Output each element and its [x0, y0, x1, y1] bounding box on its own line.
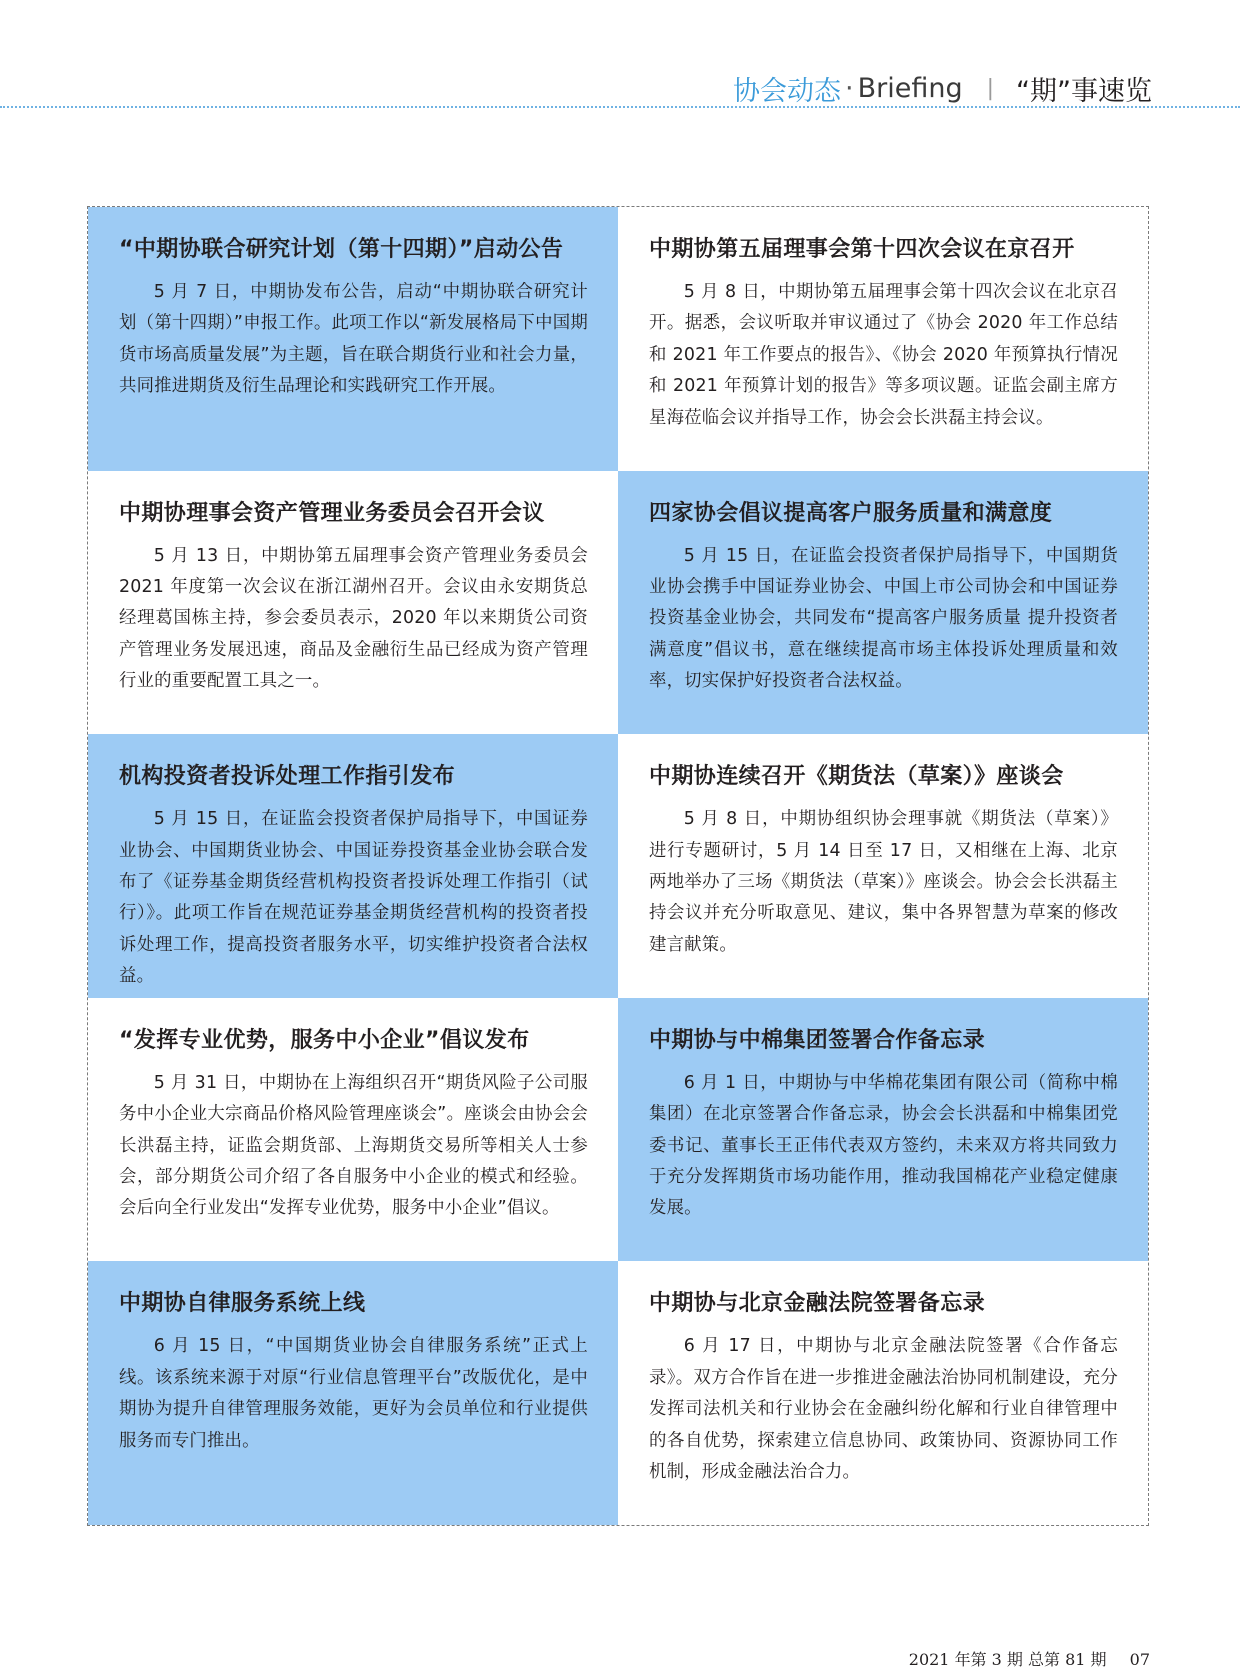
page-footer — [909, 1647, 1150, 1670]
news-card — [88, 207, 618, 471]
news-title: 中期协自律服务系统上线 — [119, 1291, 366, 1317]
header-separator: | — [986, 75, 995, 101]
issue-info: 2021 年第 3 期 总第 81 期 — [908, 1650, 1107, 1669]
news-card — [88, 1261, 618, 1525]
news-card — [618, 734, 1148, 998]
news-title: “发挥专业优势，服务中小企业”倡议发布 — [119, 1027, 530, 1053]
news-body: 6 月 1 日，中期协与中华棉花集团有限公司（简称中棉集团）在北京签署合作备忘录，协会会长洪磊和中棉集团党委书记、董事长王正伟代表双方签约，未来双方将共同致力于充分发挥期货市场功能作用，推动我国棉花产业稳定健康发展。 — [649, 1072, 1118, 1219]
news-title: 中期协与北京金融法院签署备忘录 — [649, 1291, 986, 1317]
news-title: 中期协第五届理事会第十四次会议在京召开 — [649, 237, 1075, 262]
news-body: 5 月 15 日，在证监会投资者保护局指导下，中国证券业协会、中国期货业协会、中国证券投资基金业协会联合发布了《证券基金期货经营机构投资者投诉处理工作指引（试行）》。此项工作旨在规范证券基金期货经营机构的投资者投诉处理工作，提高投资者服务水平，切实维护投资者合法权益。 — [119, 809, 588, 987]
news-body: 5 月 8 日，中期协第五届理事会第十四次会议在北京召开。据悉，会议听取并审议通过了《协会 2020 年工作总结和 2021 年工作要点的报告》、《协会 2020 年预算执行情况和 2021 年预算计划的报告》等多项议题。证监会副主席方星海莅临会议并指导工作，协会会长洪磊主持会议。 — [649, 282, 1118, 428]
news-card — [618, 1261, 1148, 1525]
news-card — [618, 471, 1148, 735]
news-body: 6 月 15 日，“中国期货业协会自律服务系统”正式上线。该系统来源于对原“行业信息管理平台”改版优化，是中期协为提升自律管理服务效能，更好为会员单位和行业提供服务而专门推出。 — [119, 1336, 588, 1451]
news-title: 中期协理事会资产管理业务委员会召开会议 — [119, 500, 545, 526]
news-title: 中期协与中棉集团签署合作备忘录 — [649, 1027, 986, 1053]
news-card — [618, 207, 1148, 471]
header-divider — [0, 106, 1240, 108]
news-title: “中期协联合研究计划（第十四期）”启动公告 — [119, 237, 564, 262]
news-card — [618, 998, 1148, 1262]
news-title: 中期协连续召开《期货法（草案）》座谈会 — [649, 764, 1064, 790]
news-body: 5 月 15 日，在证监会投资者保护局指导下，中国期货业协会携手中国证券业协会、中国上市公司协会和中国证券投资基金业协会，共同发布“提高客户服务质量 提升投资者满意度”倡议书，意在继续提高市场主体投诉处理质量和效率，切实保护好投资者合法权益。 — [649, 545, 1118, 692]
news-grid — [87, 206, 1149, 1526]
news-body: 6 月 17 日，中期协与北京金融法院签署《合作备忘录》。双方合作旨在进一步推进金融法治协同机制建设，充分发挥司法机关和行业协会在金融纠纷化解和行业自律管理中的各自优势，探索建立信息协同、政策协同、资源协同工作机制，形成金融法治合力。 — [649, 1336, 1118, 1483]
news-title: 机构投资者投诉处理工作指引发布 — [119, 764, 456, 790]
news-title: 四家协会倡议提高客户服务质量和满意度 — [649, 500, 1053, 526]
section-english-title: Briefing — [857, 72, 963, 104]
page-number: 07 — [1129, 1650, 1150, 1669]
news-card — [88, 471, 618, 735]
news-body: 5 月 7 日，中期协发布公告，启动“中期协联合研究计划（第十四期）”申报工作。此项工作以“新发展格局下中国期货市场高质量发展”为主题，旨在联合期货行业和社会力量，共同推进期货及衍生品理论和实践研究工作开展。 — [119, 282, 588, 397]
column-title: “期”事速览 — [1016, 75, 1152, 107]
title-dot: · — [845, 72, 854, 104]
news-body: 5 月 13 日，中期协第五届理事会资产管理业务委员会 2021 年度第一次会议在浙江湖州召开。会议由永安期货总经理葛国栋主持，参会委员表示，2020 年以来期货公司资产管理业务发展迅速，商品及金融衍生品已经成为资产管理行业的重要配置工具之一。 — [119, 545, 588, 692]
news-card — [88, 998, 618, 1262]
news-card — [88, 734, 618, 998]
news-body: 5 月 8 日，中期协组织协会理事就《期货法（草案）》进行专题研讨，5 月 14 日至 17 日，又相继在上海、北京两地举办了三场《期货法（草案）》座谈会。协会会长洪磊主持会议并充分听取意见、建议，集中各界智慧为草案的修改建言献策。 — [649, 809, 1118, 955]
news-body: 5 月 31 日，中期协在上海组织召开“期货风险子公司服务中小企业大宗商品价格风险管理座谈会”。座谈会由协会会长洪磊主持，证监会期货部、上海期货交易所等相关人士参会，部分期货公司介绍了各自服务中小企业的模式和经验。会后向全行业发出“发挥专业优势，服务中小企业”倡议。 — [119, 1072, 588, 1219]
section-title: 协会动态 — [733, 75, 841, 107]
